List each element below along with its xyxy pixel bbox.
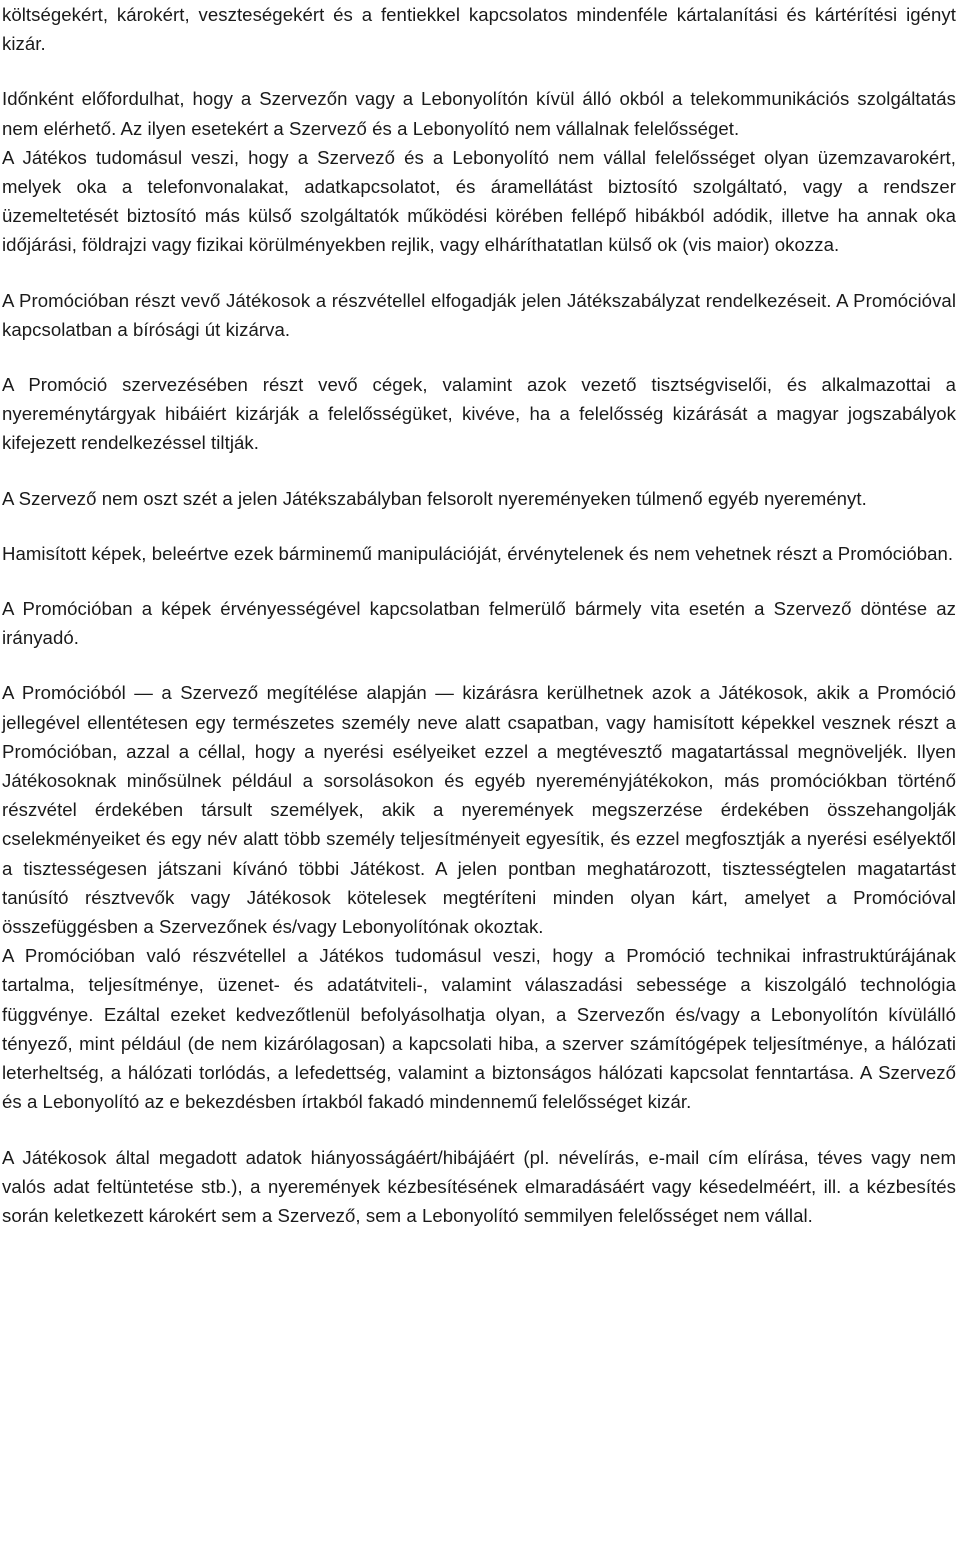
- paragraph-2: Időnként előfordulhat, hogy a Szervezőn vagy a Lebonyolítón kívül álló okból a telekommunikációs szolgáltatás nem elérhető. Az ilyen esetekért a Szervező és a Lebonyolító nem vállalnak felelősséget.: [2, 88, 956, 139]
- paragraph-7: Hamisított képek, beleértve ezek bárminemű manipulációját, érvénytelenek és nem vehetnek részt a Promócióban.: [2, 542, 954, 564]
- paragraph-8: A Promócióban a képek érvényességével kapcsolatban felmerülő bármely vita esetén a Szervező döntése az irányadó.: [2, 598, 956, 649]
- paragraph-3: A Játékos tudomásul veszi, hogy a Szervező és a Lebonyolító nem vállal felelősséget olyan üzemzavarokért, melyek oka a telefonvonalakat, adatkapcsolatot, és áramellátást biztosító szolgáltató, vagy a rendszer üzemeltetését biztosító más külső szolgáltatók működési körében fellépő hibákból adódik, illetve ha annak oka időjárási, földrajzi vagy fizikai körülményekben rejlik, vagy elháríthatatlan külső ok (vis maior) okozza.: [2, 146, 956, 256]
- paragraph-11: A Játékosok által megadott adatok hiányosságáért/hibájáért (pl. névelírás, e-mail cím elírása, téves vagy nem valós adat feltüntetése stb.), a nyeremények kézbesítésének elmaradásáért vagy késedelméért, ill. a kézbesítés során keletkezett károkért sem a Szervező, sem a Lebonyolító semmilyen felelősséget nem vállal.: [2, 1146, 956, 1226]
- paragraph-6: A Szervező nem oszt szét a jelen Játékszabályban felsorolt nyereményeken túlmenő egyéb nyereményt.: [2, 487, 867, 509]
- paragraph-9: A Promócióból — a Szervező megítélése alapján — kizárásra kerülhetnek azok a Játékosok, akik a Promóció jellegével ellentétesen egy természetes személy neve alatt csapatban, vagy hamisított képekkel vesznek részt a Promócióban, azzal a céllal, hogy a nyerési esélyeiket ezzel a megtévesztő magatartással megnöveljék. Ilyen Játékosoknak minősülnek például a sorsolásokon és egyéb nyereményjátékokon, más promóciókban történő részvétel érdekében társult személyek, akik a nyeremények megszerzése érdekében összehangolják cselekményeiket és egy név alatt több személy teljesítményeit egyesítik, és ezzel megfosztják a nyerési esélyektől a tisztességesen játszani kívánó többi Játékost. A jelen pontban meghatározott, tisztességtelen magatartást tanúsító résztvevők vagy Játékosok kötelesek megtéríteni minden olyan kárt, amelyet a Promócióval összefüggésben a Szervezőnek és/vagy Lebonyolítónak okoztak.: [2, 682, 956, 938]
- paragraph-1: költségekért, károkért, veszteségekért és a fentiekkel kapcsolatos mindenféle kártalanítási és kártérítési igényt kizár.: [2, 4, 956, 55]
- paragraph-10: A Promócióban való részvétellel a Játékos tudomásul veszi, hogy a Promóció technikai infrastruktúrájának tartalma, teljesítménye, üzenet- és adatátviteli-, valamint válaszadási sebessége a kiszolgáló technológia függvénye. Ezáltal ezeket kedvezőtlenül befolyásolhatja olyan, a Szervezőn és/vagy a Lebonyolítón kívülálló tényező, mint például (de nem kizárólagosan) a kapcsolati hiba, a szerver számítógépek teljesítménye, a hálózati leterheltség, a hálózati torlódás, a lefedettség, valamint a biztonságos hálózati kapcsolat fenntartása. A Szervező és a Lebonyolító az e bekezdésben írtakból fakadó mindennemű felelősséget kizár.: [2, 945, 956, 1113]
- paragraph-5: A Promóció szervezésében részt vevő cégek, valamint azok vezető tisztségviselői, és alkalmazottai a nyereménytárgyak hibáiért kizárják a felelősségüket, kivéve, ha a felelősség kizárását a magyar jogszabályok kifejezett rendelkezéssel tiltják.: [2, 374, 956, 454]
- paragraph-4: A Promócióban részt vevő Játékosok a részvétellel elfogadják jelen Játékszabályzat rendelkezéseit. A Promócióval kapcsolatban a bírósági út kizárva.: [2, 289, 956, 340]
